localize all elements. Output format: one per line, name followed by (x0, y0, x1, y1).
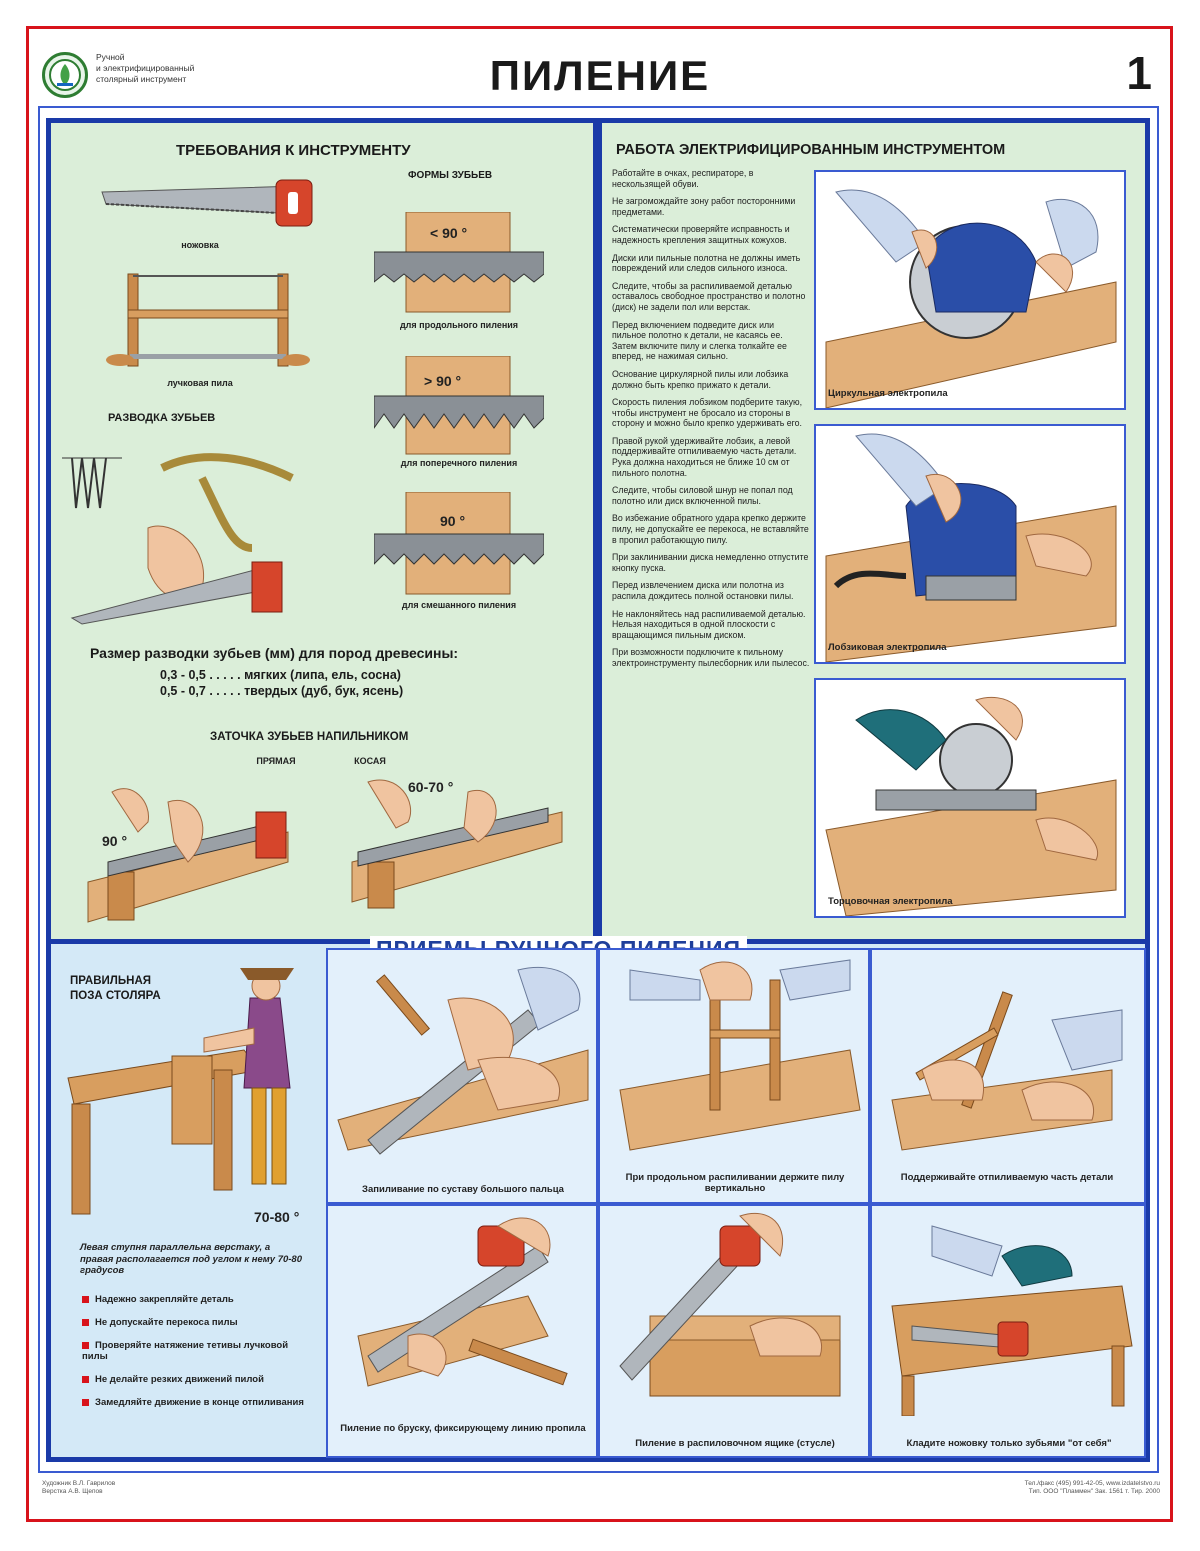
rule-item: Правой рукой удерживайте лобзик, а левой поддерживайте отпиливаемую часть детали. Рука должна находиться не ближе 10 см от пильного полотна. (612, 435, 797, 478)
teeth-shapes-heading: ФОРМЫ ЗУБЬЕВ (408, 170, 493, 181)
tip-item: Не делайте резких движений пилой (82, 1374, 312, 1385)
posture-angle: 70-80 ° (254, 1209, 300, 1225)
filing-oblique-label: КОСАЯ (354, 756, 386, 766)
power-tools-rules (612, 168, 810, 676)
bowsaw-illustration (100, 270, 320, 378)
vertical-rip-illustration (600, 950, 868, 1160)
tooth-angle-mixed: 90 ° (440, 513, 466, 529)
tool-requirements-heading: ТРЕБОВАНИЯ К ИНСТРУМЕНТУ (176, 142, 411, 159)
rule-item: При заклинивании диска немедленно отпустите кнопку пуска. (612, 552, 809, 573)
cell-caption: Запиливание по суставу большого пальца (362, 1184, 564, 1195)
technique-cell (870, 1204, 1146, 1458)
tooth-shape-mixed (374, 492, 544, 596)
jigsaw-panel (814, 424, 1126, 664)
rule-item: Не наклоняйтесь над распиливаемой деталью. Нельзя находиться в одной плоскости с вращающимся пильным диском. (612, 608, 806, 640)
circular-saw-illustration (816, 172, 1124, 408)
tooth-angle-rip: < 90 ° (430, 225, 468, 241)
sheet-number: 1 (1126, 47, 1152, 99)
tip-item: Проверяйте натяжение тетивы лучковой пилы (82, 1340, 289, 1362)
rule-item: Диски или пильные полотна не должны иметь повреждений или следов сильного износа. (612, 252, 801, 274)
rule-item: Систематически проверяйте исправность и надежность крепления защитных кожухов. (612, 224, 790, 245)
teeth-setting-illustration (62, 438, 302, 628)
filing-angle-oblique: 60-70 ° (408, 779, 454, 795)
tip-item: Замедляйте движение в конце отпиливания (82, 1397, 312, 1408)
posture-note: Левая ступня параллельна верстаку, а правая располагается под углом к нему 70-80 градусов (80, 1242, 302, 1276)
handsaw-label: ножовка (181, 240, 219, 250)
tip-item: Не допускайте перекоса пилы (82, 1317, 312, 1328)
thumb-guide-illustration (328, 950, 596, 1160)
tooth-shape-cross (374, 356, 544, 456)
jigsaw-caption: Лобзиковая электропила (828, 642, 947, 653)
cell-caption: Поддерживайте отпиливаемую часть детали (900, 1172, 1114, 1183)
technique-cell (598, 948, 870, 1204)
footer-left: Художник В.Л. Гаврилов Верстка А.В. Щепов (42, 1480, 116, 1495)
rule-item: Перед включением подведите диск или пильное полотно к детали, не касаясь ее. Затем включите пилу и слегка толкайте ее вперед, не нажимая сильно. (612, 319, 787, 362)
set-size-values: 0,3 - 0,5 . . . . . мягких (липа, ель, сосна) 0,5 - 0,7 . . . . . твердых (дуб, бук, ясень) (160, 668, 404, 698)
handsaw-illustration (98, 178, 318, 236)
technique-cell (326, 948, 598, 1204)
jigsaw-illustration (816, 426, 1124, 662)
posture-illustration (64, 958, 326, 1238)
tooth-label-rip: для продольного пиления (399, 320, 519, 330)
posture-heading: ПРАВИЛЬНАЯ ПОЗА СТОЛЯРА (70, 975, 161, 1002)
power-tools-heading: РАБОТА ЭЛЕКТРИФИЦИРОВАННЫМ ИНСТРУМЕНТОМ (616, 142, 1006, 158)
technique-cell (598, 1204, 870, 1458)
org-subtitle: Ручной и электрифицированный столярный инструмент (96, 52, 195, 84)
circular-saw-caption: Циркульная электропила (828, 388, 948, 399)
rule-item: Работайте в очках, респираторе, в нескользящей обуви. (612, 168, 754, 189)
store-saw-illustration (872, 1206, 1144, 1416)
miter-saw-illustration (816, 680, 1124, 916)
technique-cell (326, 1204, 598, 1458)
tip-item: Надежно закрепляйте деталь (82, 1294, 312, 1305)
rule-item: При возможности подключите к пильному электроинструменту пылесборник или пылесос. (612, 647, 810, 668)
rule-item: Во избежание обратного удара крепко держите пилу, не допускайте ее перекоса, не вставляйте в пропил работающую пилу. (612, 513, 809, 545)
miter-saw-panel (814, 678, 1126, 918)
rule-item: Перед извлечением диска или полотна из распила дождитесь полной остановки пилы. (612, 580, 794, 601)
filing-angle-straight: 90 ° (102, 833, 128, 849)
miter-saw-caption: Торцовочная электропила (828, 896, 953, 907)
safety-tips-list (82, 1294, 312, 1420)
tooth-shape-rip (374, 212, 544, 314)
rule-item: Следите, чтобы за распиливаемой деталью оставалось свободное пространство и полотно (диск) не задели пол или верстак. (612, 280, 806, 312)
filing-oblique-illustration (348, 772, 568, 932)
filing-straight-illustration (78, 772, 298, 932)
set-size-heading: Размер разводки зубьев (мм) для пород древесины: (90, 645, 459, 661)
cell-caption: При продольном распиливании держите пилу вертикально (625, 1172, 845, 1194)
rule-item: Основание циркулярной пилы или лобзика должно быть крепко прижато к детали. (612, 368, 789, 390)
filing-heading: ЗАТОЧКА ЗУБЬЕВ НАПИЛЬНИКОМ (210, 731, 409, 743)
support-offcut-illustration (872, 950, 1144, 1160)
tooth-label-cross: для поперечного пиления (400, 458, 518, 468)
filing-straight-label: ПРЯМАЯ (256, 756, 296, 766)
page-title: ПИЛЕНИЕ (489, 52, 711, 99)
bowsaw-label: лучковая пила (167, 378, 233, 388)
rule-item: Не загромождайте зону работ посторонними предметами. (612, 196, 796, 217)
miter-box-illustration (600, 1206, 868, 1416)
tooth-label-mixed: для смешанного пиления (401, 600, 517, 610)
technique-cell (870, 948, 1146, 1204)
cell-caption: Кладите ножовку только зубьями "от себя" (906, 1438, 1112, 1449)
teeth-setting-heading: РАЗВОДКА ЗУБЬЕВ (108, 412, 216, 424)
cell-caption: Пиление в распиловочном ящике (стусле) (635, 1438, 835, 1449)
footer-right: Тел./факс (495) 991-42-05, www.izdatelstvo.ru Тип. ООО "Пламмен" Зак. 1561 т. Тир. 2000 (1024, 1480, 1160, 1495)
guide-bar-illustration (328, 1206, 596, 1416)
rule-item: Скорость пиления лобзиком подберите такую, чтобы инструмент не бросало из стороны в сторону и можно было крепко удерживать его. (612, 397, 803, 429)
rule-item: Следите, чтобы силовой шнур не попал под полотно или диск включенной пилы. (612, 485, 793, 506)
circular-saw-panel (814, 170, 1126, 410)
tooth-angle-cross: > 90 ° (424, 373, 462, 389)
cell-caption: Пиление по бруску, фиксирующему линию пропила (340, 1423, 586, 1434)
